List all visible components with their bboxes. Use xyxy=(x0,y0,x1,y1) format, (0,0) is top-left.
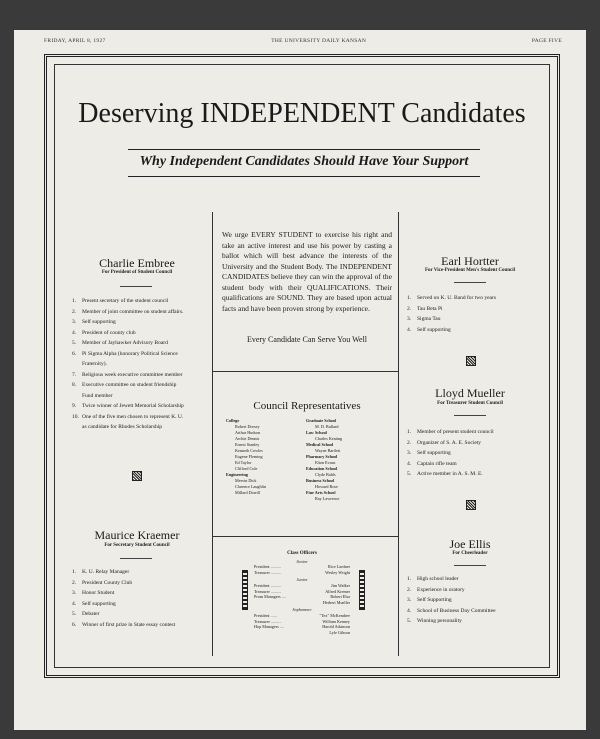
item-text: Member of joint committee on student affairs. xyxy=(82,308,184,315)
item-number: 1. xyxy=(72,569,77,575)
ornament-post-left-icon xyxy=(242,570,248,610)
list-item xyxy=(407,325,543,336)
officer-name: Alfred Kremer xyxy=(325,588,350,594)
item-number: 4. xyxy=(72,600,77,607)
masthead-page-number: PAGE FIVE xyxy=(531,38,562,44)
list-item xyxy=(407,427,543,438)
officer-role: President ...... xyxy=(254,612,277,618)
pitch-paragraph: We urge EVERY STUDENT to exercise his right and take an active interest and use his power by casting a ballot which will best advance the interests of the University and the Student Body. The INDEPENDENT CANDIDATES believe they can win the approval of the student body with their QUALIFICATIONS. Their qualifications are SOUND. They are based upon actual facts and have been proven strong by experience. xyxy=(222,230,392,313)
item-text: Self supporting xyxy=(417,450,451,456)
item-text: President County Club xyxy=(82,579,133,586)
item-text: K. U. Relay Manager xyxy=(82,569,130,575)
qualification-list-embree xyxy=(72,296,208,433)
class-group-heading: Sophomore xyxy=(292,607,312,613)
subheadline-box xyxy=(128,149,480,177)
council-school-heading: Pharmacy School xyxy=(306,454,338,459)
list-item xyxy=(407,469,543,480)
item-text: Religious week executive committee member xyxy=(82,371,183,378)
rule xyxy=(454,282,486,283)
list-item xyxy=(407,293,543,304)
item-number: 6. xyxy=(72,350,77,357)
item-text: Experience in oratory xyxy=(417,586,465,593)
candidate-name-mueller: Lloyd Mueller xyxy=(435,386,505,400)
ad-subheadline: Why Independent Candidates Should Have Your Support xyxy=(139,154,469,169)
list-item xyxy=(407,585,543,596)
item-number: 2. xyxy=(72,579,77,586)
item-text: Sigma Tau xyxy=(417,316,441,322)
item-number: 2. xyxy=(407,586,412,593)
item-number: 5. xyxy=(407,471,412,477)
qualification-list-kraemer xyxy=(72,567,208,630)
council-school-heading: Education School xyxy=(306,466,338,471)
class-officers xyxy=(254,551,350,635)
item-text: Pi Sigma Alpha (honorary Political Science xyxy=(82,350,178,357)
item-number: 10. xyxy=(72,413,79,420)
item-text: Twice winner of Jewett Memorial Scholarship xyxy=(82,403,184,409)
list-item xyxy=(407,606,543,617)
list-item xyxy=(72,412,208,423)
item-number xyxy=(72,359,82,370)
item-text: Self supporting xyxy=(417,326,451,333)
list-item xyxy=(72,307,208,318)
item-number: 2. xyxy=(72,308,77,315)
officer-role: President .......... xyxy=(254,564,282,570)
list-item xyxy=(72,567,208,578)
item-text: One of the five men chosen to represent K. U. xyxy=(82,413,184,420)
list-item xyxy=(72,401,208,412)
officer-name: Herbert Mueller xyxy=(322,599,350,605)
masthead-paper-name: THE UNIVERSITY DAILY KANSAN xyxy=(271,38,367,44)
list-item xyxy=(72,359,208,370)
list-item xyxy=(72,328,208,339)
item-number: 3. xyxy=(407,450,412,456)
council-school-heading: Graduate School xyxy=(306,418,337,423)
officer-row xyxy=(254,570,350,576)
item-text: as candidate for Rhodes Scholarship xyxy=(82,424,163,430)
council-member: Archie Dennis xyxy=(235,436,260,441)
item-text: Executive committee on student friendship xyxy=(82,382,177,388)
council-member: M. D. Bullard xyxy=(315,424,339,429)
list-item xyxy=(72,620,208,631)
item-text: Present secretary of the student council xyxy=(82,298,169,304)
list-item xyxy=(72,349,208,360)
list-item xyxy=(72,370,208,381)
list-item xyxy=(72,338,208,349)
item-number: 9. xyxy=(72,403,77,409)
candidate-name-hortter: Earl Hortter xyxy=(441,254,499,268)
list-item xyxy=(407,459,543,470)
ornament-icon xyxy=(466,356,476,366)
council-column-left xyxy=(226,418,304,496)
item-number: 3. xyxy=(407,597,412,603)
class-group-heading: Junior xyxy=(296,577,308,583)
column-divider-left xyxy=(212,212,213,656)
list-item xyxy=(407,304,543,315)
item-text: President of county club xyxy=(82,329,136,336)
item-number: 5. xyxy=(407,618,412,624)
column-divider-right xyxy=(398,212,399,656)
item-number: 3. xyxy=(407,316,412,322)
council-member: Clifford Cole xyxy=(235,466,258,471)
item-number xyxy=(72,391,82,402)
officer-name: Robert Elsa xyxy=(330,594,350,600)
council-member: Clarence Laughlin xyxy=(235,484,267,489)
item-number: 5. xyxy=(72,611,77,617)
list-item xyxy=(72,317,208,328)
list-item xyxy=(72,588,208,599)
candidate-name-ellis: Joe Ellis xyxy=(449,537,491,551)
item-text: Served on K. U. Band for two years xyxy=(417,295,496,301)
candidate-office-embree: For President of Student Council xyxy=(101,270,173,275)
item-text: Fund member xyxy=(82,392,113,399)
item-number: 4. xyxy=(407,607,412,614)
class-officers-title: Class Officers xyxy=(287,551,317,556)
item-text: Member of present student council xyxy=(417,429,494,435)
ad-headline: Deserving INDEPENDENT Candidates xyxy=(78,98,526,129)
council-school-heading: Fine Arts School xyxy=(306,490,336,495)
council-column-right xyxy=(306,418,390,502)
item-number: 4. xyxy=(407,326,412,333)
item-number: 4. xyxy=(407,460,412,467)
item-number: 3. xyxy=(72,319,77,325)
class-group-heading: Senior xyxy=(296,558,308,564)
item-text: Self Supporting xyxy=(417,597,452,603)
rule xyxy=(120,558,152,559)
council-school-heading: College xyxy=(226,418,240,423)
council-member: Ray Lawrence xyxy=(315,496,340,501)
council-school-heading: Business School xyxy=(306,478,335,483)
list-item xyxy=(72,296,208,307)
council-school-heading: Medical School xyxy=(306,442,334,447)
candidate-office-hortter: For Vice-President Men's Student Council xyxy=(424,268,516,273)
council-member: Ed Taylor xyxy=(235,460,252,465)
item-number xyxy=(72,422,82,433)
item-text: School of Business Day Committee xyxy=(417,607,496,614)
council-member: Kenneth Cowles xyxy=(235,448,263,453)
officer-name: Lyle Gibson xyxy=(329,629,350,635)
officer-role: Prom Managers .... xyxy=(254,594,286,600)
council-member: Arthur Hudson xyxy=(235,430,261,435)
list-item xyxy=(407,448,543,459)
item-text: High school leader xyxy=(417,576,459,582)
ornament-icon xyxy=(132,471,142,481)
masthead xyxy=(44,38,562,50)
council-member: Howard Rose xyxy=(315,484,338,489)
item-number: 4. xyxy=(72,329,77,336)
item-number: 1. xyxy=(407,295,412,301)
item-number: 1. xyxy=(72,298,77,304)
list-item xyxy=(72,391,208,402)
center-divider-bottom xyxy=(212,536,399,537)
list-item xyxy=(72,380,208,391)
serve-slogan: Every Candidate Can Serve You Well xyxy=(246,335,368,344)
list-item xyxy=(72,422,208,433)
list-item xyxy=(72,609,208,620)
item-text: Fraternity). xyxy=(82,361,107,367)
item-number: 8. xyxy=(72,382,77,388)
item-text: Winning personality xyxy=(417,618,462,624)
council-member: Clyde Bahls xyxy=(315,472,336,477)
item-text: Self supporting xyxy=(82,600,116,607)
officer-role: Treasurer .......... xyxy=(254,569,282,575)
item-number: 5. xyxy=(72,340,77,346)
candidate-office-mueller: For Treasurer Student Council xyxy=(437,401,503,406)
item-number: 1. xyxy=(407,429,412,435)
officer-role: Hop Managers .... xyxy=(254,624,285,630)
officer-role: Treasurer .......... xyxy=(254,618,282,624)
council-member: Charles Keating xyxy=(315,436,343,441)
item-number: 1. xyxy=(407,576,412,582)
item-text: Tau Beta Pi xyxy=(417,305,443,312)
officer-row xyxy=(254,630,350,636)
council-member: Elton Evans xyxy=(315,460,336,465)
qualification-list-ellis xyxy=(407,574,543,627)
list-item xyxy=(72,578,208,589)
candidate-office-ellis: For Cheerleader xyxy=(452,551,488,556)
item-number: 6. xyxy=(72,621,77,628)
council-school-heading: Engineering xyxy=(226,472,248,477)
council-member: Millard Dorrill xyxy=(235,490,261,495)
officer-name: Harold Atkinson xyxy=(322,624,350,630)
officer-role: President .......... xyxy=(254,582,282,588)
rule xyxy=(120,286,152,287)
masthead-date: FRIDAY, APRIL 8, 1927 xyxy=(44,38,106,44)
council-title: Council Representatives xyxy=(253,400,361,412)
item-number: 2. xyxy=(407,305,412,312)
officer-name: William Kenney xyxy=(322,618,350,624)
ornament-icon xyxy=(466,500,476,510)
council-member: Wayne Bartlett xyxy=(315,448,341,453)
list-item xyxy=(407,595,543,606)
list-item xyxy=(407,314,543,325)
candidate-name-kraemer: Maurice Kraemer xyxy=(94,528,180,542)
item-text: Honor Student xyxy=(82,590,115,596)
qualification-list-mueller xyxy=(407,427,543,480)
ornament-post-right-icon xyxy=(359,570,365,610)
council-member: Eugene Fleming xyxy=(235,454,263,459)
item-number: 3. xyxy=(72,590,77,596)
list-item xyxy=(407,438,543,449)
list-item xyxy=(72,599,208,610)
council-member: Ernest Stanley xyxy=(235,442,260,447)
item-text: Debater xyxy=(82,611,100,617)
list-item xyxy=(407,616,543,627)
item-text: Active member in A. S. M. E. xyxy=(417,471,483,477)
council-school-heading: Law School xyxy=(306,430,327,435)
officer-name: Wesley Wright xyxy=(325,569,350,575)
officer-role: Treasurer .......... xyxy=(254,588,282,594)
candidate-name-embree: Charlie Embree xyxy=(99,256,175,270)
item-text: Captain rifle team xyxy=(417,460,457,467)
qualification-list-hortter xyxy=(407,293,543,335)
center-divider-top xyxy=(212,371,399,372)
officer-name: "Tex" McKendree xyxy=(319,612,350,618)
rule xyxy=(454,415,486,416)
officer-name: Jim Walker xyxy=(330,582,350,588)
council-member: Mervin Dick xyxy=(235,478,257,483)
council-member: Robert Dorsey xyxy=(235,424,260,429)
item-number: 7. xyxy=(72,371,77,378)
list-item xyxy=(407,574,543,585)
officer-row xyxy=(254,600,350,606)
item-text: Winner of first prize in State essay contest xyxy=(82,621,176,628)
item-number: 2. xyxy=(407,439,412,446)
item-text: Organizer of S. A. E. Society xyxy=(417,439,482,446)
officer-name: Rice Lardner xyxy=(328,564,350,570)
candidate-office-kraemer: For Secretary Student Council xyxy=(104,543,170,548)
item-text: Member of Jayhawker Advisory Board xyxy=(82,340,168,346)
rule xyxy=(454,565,486,566)
item-text: Self supporting xyxy=(82,319,116,325)
